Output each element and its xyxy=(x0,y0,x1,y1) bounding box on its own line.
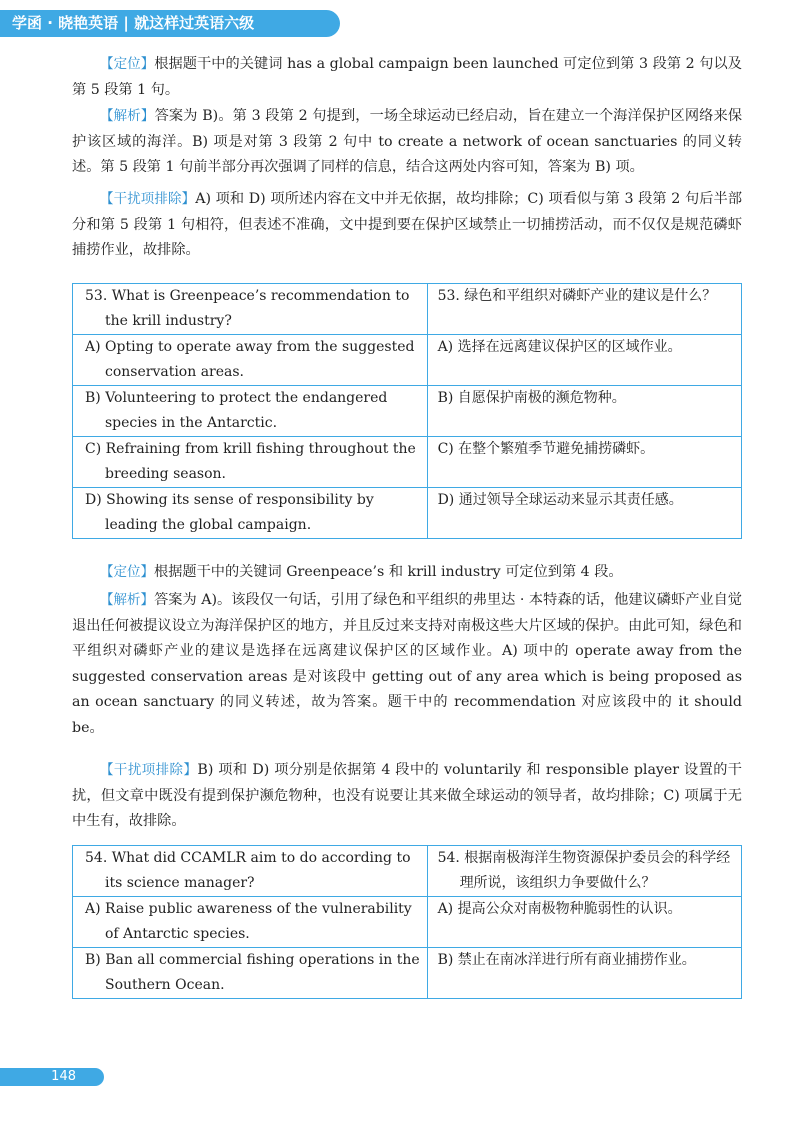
tag-location: 【定位】 xyxy=(100,564,154,580)
paragraph-distractor-53 xyxy=(72,758,742,835)
question-53-zh: 53. 绿色和平组织对磷虾产业的建议是什么？ xyxy=(427,284,741,335)
paragraph-text: 答案为 B)。第 3 段第 2 句提到，一场全球运动已经启动，旨在建立一个海洋保护区网络来保护该区域的海洋。B) 项是对第 3 段第 2 句中 to create a network of ocean sanctuaries 的同义转述。第 5 段第 1 句前半部分再次强调了同样的信息，结合这两处内容可知，答案为 B) 项。 xyxy=(72,108,743,175)
book-header xyxy=(0,10,340,37)
paragraph-text: 答案为 A)。该段仅一句话，引用了绿色和平组织的弗里达 · 本特森的话，他建议磷虾产业自觉退出任何被提议设立为海洋保护区的地方，并且反过来支持对南极这些大片区域的保护。由此可知，绿色和平组织对磷虾产业的建议是选择在远离建议保护区的区域作业。A) 项中的 operate away from the suggested conservation areas 是对该段中 getting out of any area which is being proposed as an ocean sanctuary 的同义转述，故为答案。题干中的 recommendation 对应该段中的 it should be。 xyxy=(72,592,742,736)
paragraph-location-53 xyxy=(72,560,742,586)
option-b-en: B) Volunteering to protect the endangered species in the Antarctic. xyxy=(73,386,428,437)
option-a-zh: A) 提高公众对南极物种脆弱性的认识。 xyxy=(427,897,741,948)
question-54-table xyxy=(72,845,742,999)
question-54-zh: 54. 根据南极海洋生物资源保护委员会的科学经理所说，该组织力争要做什么？ xyxy=(427,846,741,897)
tag-analysis: 【解析】 xyxy=(100,592,155,608)
option-a-en: A) Raise public awareness of the vulnerability of Antarctic species. xyxy=(73,897,428,948)
page-number: 148 xyxy=(0,1068,104,1086)
paragraph-text: 根据题干中的关键词 Greenpeace’s 和 krill industry 可定位到第 4 段。 xyxy=(154,564,623,580)
paragraph-text: B) 项和 D) 项分别是依据第 4 段中的 voluntarily 和 responsible player 设置的干扰，但文章中既没有提到保护濒危物种，也没有说要让其来做全球运动的领导者，故均排除；C) 项属于无中生有，故排除。 xyxy=(72,762,742,829)
option-d-en: D) Showing its sense of responsibility by leading the global campaign. xyxy=(73,488,428,539)
option-a-zh: A) 选择在远离建议保护区的区域作业。 xyxy=(427,335,741,386)
paragraph-analysis-53 xyxy=(72,588,742,741)
header-title: 学函 · 晓艳英语 | 就这样过英语六级 xyxy=(12,14,255,32)
table-row xyxy=(73,897,742,948)
tag-distractor: 【干扰项排除】 xyxy=(100,191,196,207)
table-row xyxy=(73,386,742,437)
option-b-zh: B) 禁止在南冰洋进行所有商业捕捞作业。 xyxy=(427,948,741,999)
paragraph-location-52 xyxy=(72,52,742,103)
question-53-en: 53. What is Greenpeace’s recommendation to the krill industry? xyxy=(73,284,428,335)
table-row xyxy=(73,335,742,386)
tag-distractor: 【干扰项排除】 xyxy=(100,762,198,778)
paragraph-text: 根据题干中的关键词 has a global campaign been launched 可定位到第 3 段第 2 句以及第 5 段第 1 句。 xyxy=(72,56,742,98)
option-d-zh: D) 通过领导全球运动来显示其责任感。 xyxy=(427,488,741,539)
option-c-zh: C) 在整个繁殖季节避免捕捞磷虾。 xyxy=(427,437,741,488)
option-b-zh: B) 自愿保护南极的濒危物种。 xyxy=(427,386,741,437)
option-c-en: C) Refraining from krill fishing throughout the breeding season. xyxy=(73,437,428,488)
paragraph-distractor-52 xyxy=(72,187,742,264)
tag-analysis: 【解析】 xyxy=(100,108,155,124)
paragraph-analysis-52 xyxy=(72,104,742,181)
table-row xyxy=(73,284,742,335)
table-row xyxy=(73,488,742,539)
tag-location: 【定位】 xyxy=(100,56,155,72)
question-54-en: 54. What did CCAMLR aim to do according to its science manager? xyxy=(73,846,428,897)
paragraph-text: A) 项和 D) 项所述内容在文中并无依据，故均排除；C) 项看似与第 3 段第 2 句后半部分和第 5 段第 1 句相符，但表述不准确，文中提到要在保护区域禁止一切捕捞活动，而不仅仅是规范磷虾捕捞作业，故排除。 xyxy=(72,191,743,258)
question-53-table xyxy=(72,283,742,539)
table-row xyxy=(73,437,742,488)
option-a-en: A) Opting to operate away from the suggested conservation areas. xyxy=(73,335,428,386)
table-row xyxy=(73,846,742,897)
table-row xyxy=(73,948,742,999)
option-b-en: B) Ban all commercial fishing operations in the Southern Ocean. xyxy=(73,948,428,999)
